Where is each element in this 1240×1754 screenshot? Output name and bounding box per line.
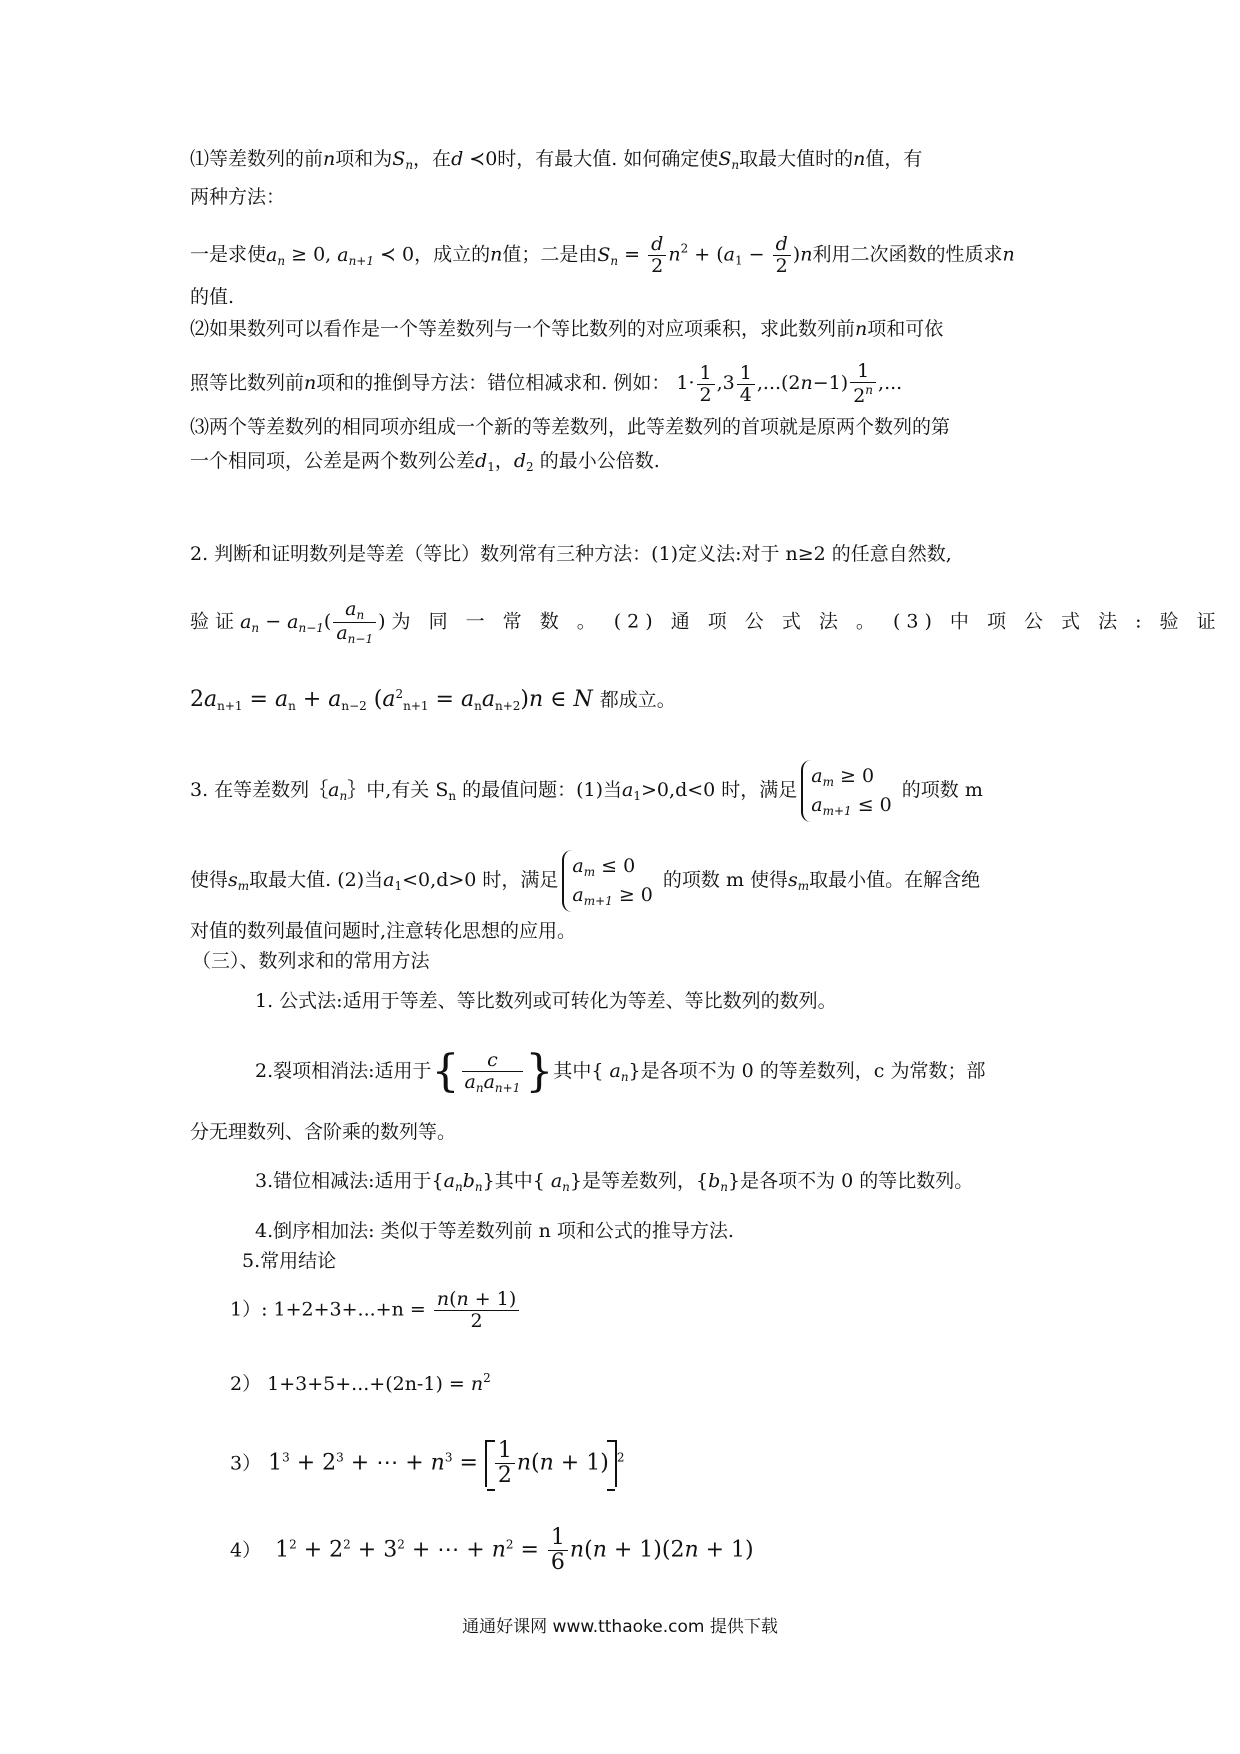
fraction: $\frac{1}{2}$: [697, 364, 715, 405]
fraction: $\frac{c}{a_na_{n+1}}$: [462, 1051, 524, 1094]
fraction: $\frac{a_n}{a_{n-1}}$: [333, 600, 376, 645]
formula-row: 1）: 1+2+3+...+n = $\frac{n(n + 1)}{2}$: [230, 1290, 1090, 1331]
list-item: 5.常用结论: [242, 1250, 337, 1272]
fraction: $\frac{1}{2^n}$: [850, 362, 876, 406]
fraction: $\frac{d}{2}$: [648, 235, 666, 276]
bracket-group: $\frac{1}{2}$ n(n + 1): [485, 1440, 617, 1487]
text-line: ⑵如果数列可以看作是一个等差数列与一个等比数列的对应项乘积，求此数列前n项和可依: [190, 318, 944, 340]
text-line: 2. 判断和证明数列是等差（等比）数列常有三种方法：(1)定义法:对于 n≥2 的任意自然数,: [190, 543, 952, 565]
text-line: $2a_{n+1} = a_n + a_{n-2}$ $(a^2_{n+1} = a_na_{n+2})n$ ∈ N 都成立。: [190, 687, 676, 713]
fraction: $\frac{n(n + 1)}{2}$: [434, 1290, 519, 1331]
text-line: 的值.: [190, 286, 235, 308]
equation-system: $a_m \le 0$ $a_{m+1} \ge 0$: [562, 850, 659, 912]
text-line: ⑶两个等差数列的相同项亦组成一个新的等差数列，此等差数列的首项就是原两个数列的第: [190, 416, 951, 438]
text-line: 一个相同项，公差是两个数列公差$d_1$，$d_2$ 的最小公倍数.: [190, 450, 660, 474]
formula-row: 4） $1^2 + 2^2 + 3^2$ + ⋯ + $n^2$ = $\frac{1}{6}$ n(n + 1)(2n + 1): [230, 1525, 754, 1575]
fraction: $\frac{1}{6}$: [548, 1527, 568, 1574]
list-item: 3.错位相减法:适用于$\{a_nb_n\}$其中{ $a_n$}是等差数列，$\{b_n\}$是各项不为 0 的等比数列。: [255, 1170, 974, 1194]
text-line: 3. 在等差数列$\{a_n\}$中,有关 $S_n$ 的最值问题：(1)当$a_1>0,d<0$ 时，满足 $a_m \ge 0$ $a_{m+1} \le 0$ 的项数 m: [190, 760, 1050, 822]
page-footer: 通通好课网 www.tthaoke.com 提供下载: [462, 1617, 778, 1637]
equation-system: $a_m \ge 0$ $a_{m+1} \le 0$: [801, 760, 898, 822]
list-item: 4.倒序相加法: 类似于等差数列前 n 项和公式的推导方法.: [255, 1220, 734, 1242]
text-line: 使得$s_m$取最大值. (2)当$a_1<0,d>0$ 时，满足 $a_m \le 0$ $a_{m+1} \ge 0$ 的项数 m 使得$s_m$取最小值。在解含绝: [190, 850, 1050, 912]
text-line: 照等比数列前n项和的推倒导方法：错位相减求和. 例如： 1· $\frac{1}{2}$ ,3 $\frac{1}{4}$ ,...(2n−1) $\frac{1}{2^n}$ ,...: [190, 360, 903, 407]
list-item: 1. 公式法:适用于等差、等比数列或可转化为等差、等比数列的数列。: [255, 990, 837, 1012]
list-item: 2.裂项相消法:适用于{ $\frac{c}{a_na_{n+1}}$ }其中{ $a_n$}是各项不为 0 的等差数列，c 为常数；部: [255, 1046, 986, 1097]
section-heading: （三）、数列求和的常用方法: [192, 950, 430, 972]
formula-row: 2） $1+3+5+...+(2n-1) = n^2$: [230, 1371, 491, 1395]
text-line: 验 证 $a_n - a_{n-1}$( $\frac{a_n}{a_{n-1}}$ ) 为 同 一 常 数 。 (2) 通 项 公 式 法 。 (3) 中 项 公 式 法 : 验 证: [190, 598, 1222, 646]
fraction: $\frac{d}{2}$: [773, 235, 791, 276]
text-line: 一是求使$a_n \ge 0$, $a_{n+1}$ ≺ 0，成立的n值；二是由$S_n$ = $\frac{d}{2}$ $n^2 + (a_1$ − $\frac{d}{2}$ )n利用二次函数的性质求n: [190, 233, 1015, 277]
formula-row: 3） $1^3 + 2^3$ + ⋯ + $n^3$ = $\frac{1}{2}$ n(n + 1) $^2$: [230, 1438, 625, 1488]
fraction: $\frac{1}{4}$: [737, 364, 755, 405]
text-line: 对值的数列最值问题时,注意转化思想的应用。: [190, 920, 577, 942]
text-line: 两种方法：: [190, 186, 286, 208]
text-line: 分无理数列、含阶乘的数列等。: [190, 1121, 457, 1143]
text-line: ⑴等差数列的前n项和为$S_n$，在d ≺0时，有最大值. 如何确定使$S_n$取最大值时的n值，有: [190, 148, 923, 172]
